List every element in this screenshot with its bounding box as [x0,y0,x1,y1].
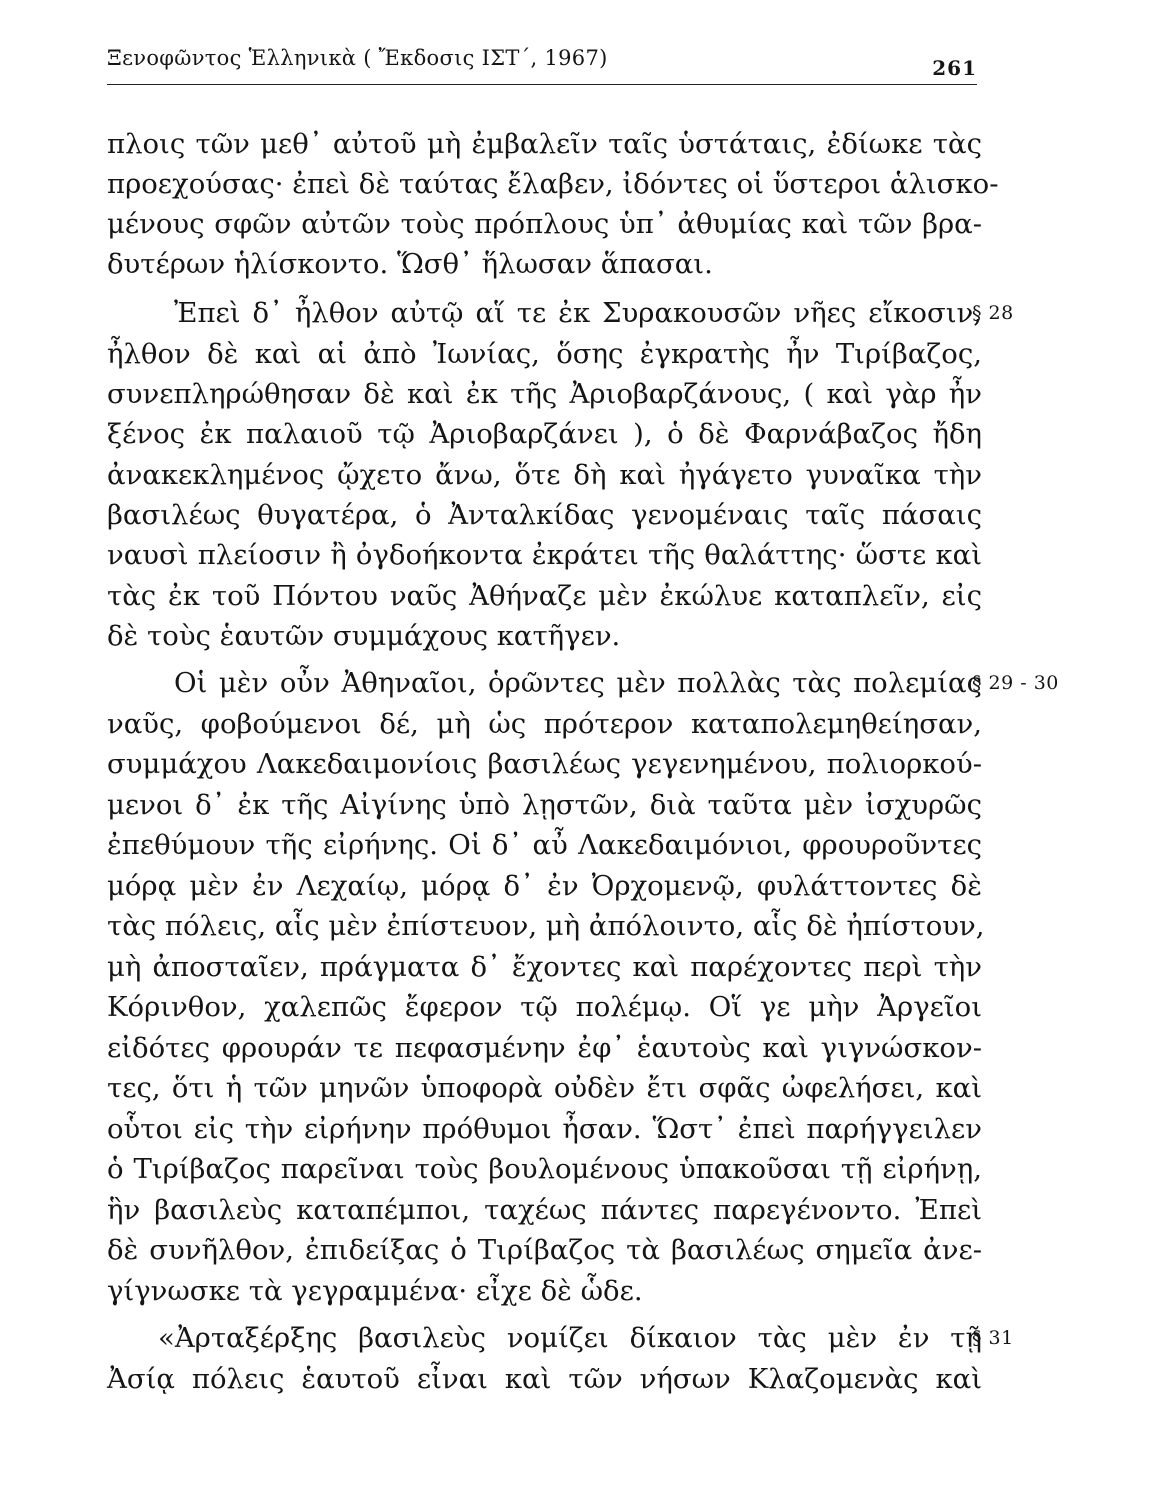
text-line: πλοις τῶν μεθ᾽ αὐτοῦ μὴ ἐμβαλεῖν ταῖς ὑστάταις, ἐδίωκε τὰς [107,128,982,160]
text-line: μόρᾳ μὲν ἐν Λεχαίῳ, μόρᾳ δ᾽ ἐν Ὀρχομενῷ, φυλάττοντες δὲ [107,870,982,902]
text-line: Ἀσίᾳ πόλεις ἑαυτοῦ εἶναι καὶ τῶν νήσων Κλαζομενὰς καὶ [107,1363,982,1395]
text-line: ἀνακεκλημένος ᾤχετο ἄνω, ὅτε δὴ καὶ ἠγάγετο γυναῖκα τὴν [107,459,982,491]
text-line: ξένος ἐκ παλαιοῦ τῷ Ἀριοβαρζάνει ), ὁ δὲ Φαρνάβαζος ἤδη [107,418,982,450]
text-line: εἰδότες φρουράν τε πεφασμένην ἐφ᾽ ἑαυτοὺς καὶ γιγνώσκον- [107,1032,982,1064]
text-line: ἦλθον δὲ καὶ αἱ ἀπὸ Ἰωνίας, ὅσης ἐγκρατὴς ἦν Τιρίβαζος, [107,338,982,370]
text-line: Κόρινθον, χαλεπῶς ἔφερον τῷ πολέμῳ. Οἵ γε μὴν Ἀργεῖοι [107,991,982,1023]
text-line: Ἐπεὶ δ᾽ ἦλθον αὐτῷ αἵ τε ἐκ Συρακουσῶν νῆες εἴκοσιν, [174,297,982,329]
text-line: «Ἀρταξέρξης βασιλεὺς νομίζει δίκαιον τὰς μὲν ἐν τῇ [158,1322,982,1354]
text-line: δὲ τοὺς ἑαυτῶν συμμάχους κατῆγεν. [107,620,621,652]
text-line: ἐπεθύμουν τῆς εἰρήνης. Οἱ δ᾽ αὖ Λακεδαιμόνιοι, φρουροῦντες [107,829,982,861]
running-head [107,44,977,85]
running-title: Ξενοφῶντος Ἑλληνικὰ ( Ἔκδοσις ΙΣΤ΄, 1967) [107,46,608,70]
text-line: ὁ Τιρίβαζος παρεῖναι τοὺς βουλομένους ὑπακοῦσαι τῇ εἰρήνῃ, [107,1153,982,1185]
text-line: οὗτοι εἰς τὴν εἰρήνην πρόθυμοι ἦσαν. Ὥστ᾽ ἐπεὶ παρήγγειλεν [107,1113,982,1145]
text-line: ναῦς, φοβούμενοι δέ, μὴ ὡς πρότερον καταπολεμηθείησαν, [107,708,982,740]
page-number: 261 [932,56,977,80]
text-line: μένους σφῶν αὐτῶν τοὺς πρόπλους ὑπ᾽ ἀθυμίας καὶ τῶν βρα- [107,208,982,240]
text-line: μὴ ἀποσταῖεν, πράγματα δ᾽ ἔχοντες καὶ παρέχοντες περὶ τὴν [107,951,982,983]
text-line: βασιλέως θυγατέρα, ὁ Ἀνταλκίδας γενομέναις ταῖς πάσαις [107,499,982,531]
text-line: συνεπληρώθησαν δὲ καὶ ἐκ τῆς Ἀριοβαρζάνους, ( καὶ γὰρ ἦν [107,378,982,410]
text-line: γίγνωσκε τὰ γεγραμμένα· εἶχε δὲ ὧδε. [107,1275,643,1307]
section-marker: § 31 [972,1327,1014,1349]
text-line: δυτέρων ἡλίσκοντο. Ὥσθ᾽ ἥλωσαν ἅπασαι. [107,248,713,280]
text-line: συμμάχου Λακεδαιμονίοις βασιλέως γεγενημένου, πολιορκού- [107,748,982,780]
text-line: δὲ συνῆλθον, ἐπιδείξας ὁ Τιρίβαζος τὰ βασιλέως σημεῖα ἀνε- [107,1234,982,1266]
section-marker: § 29 - 30 [972,672,1059,694]
text-line: τες, ὅτι ἡ τῶν μηνῶν ὑποφορὰ οὐδὲν ἔτι σφᾶς ὠφελήσει, καὶ [107,1072,982,1104]
text-line: ἣν βασιλεὺς καταπέμποι, ταχέως πάντες παρεγένοντο. Ἐπεὶ [107,1194,982,1226]
text-line: μενοι δ᾽ ἐκ τῆς Αἰγίνης ὑπὸ λῃστῶν, διὰ ταῦτα μὲν ἰσχυρῶς [107,789,982,821]
text-line: Οἱ μὲν οὖν Ἀθηναῖοι, ὁρῶντες μὲν πολλὰς τὰς πολεμίας [174,667,982,699]
text-line: τὰς πόλεις, αἷς μὲν ἐπίστευον, μὴ ἀπόλοιντο, αἷς δὲ ἠπίστουν, [107,910,985,942]
section-marker: § 28 [972,302,1014,324]
text-line: ναυσὶ πλείοσιν ἢ ὀγδοήκοντα ἐκράτει τῆς θαλάττης· ὥστε καὶ [107,539,982,571]
text-line: τὰς ἐκ τοῦ Πόντου ναῦς Ἀθήναζε μὲν ἐκώλυε καταπλεῖν, εἰς [107,580,982,612]
text-line: προεχούσας· ἐπεὶ δὲ ταύτας ἔλαβεν, ἰδόντες οἱ ὕστεροι ἁλισκο- [107,168,999,200]
